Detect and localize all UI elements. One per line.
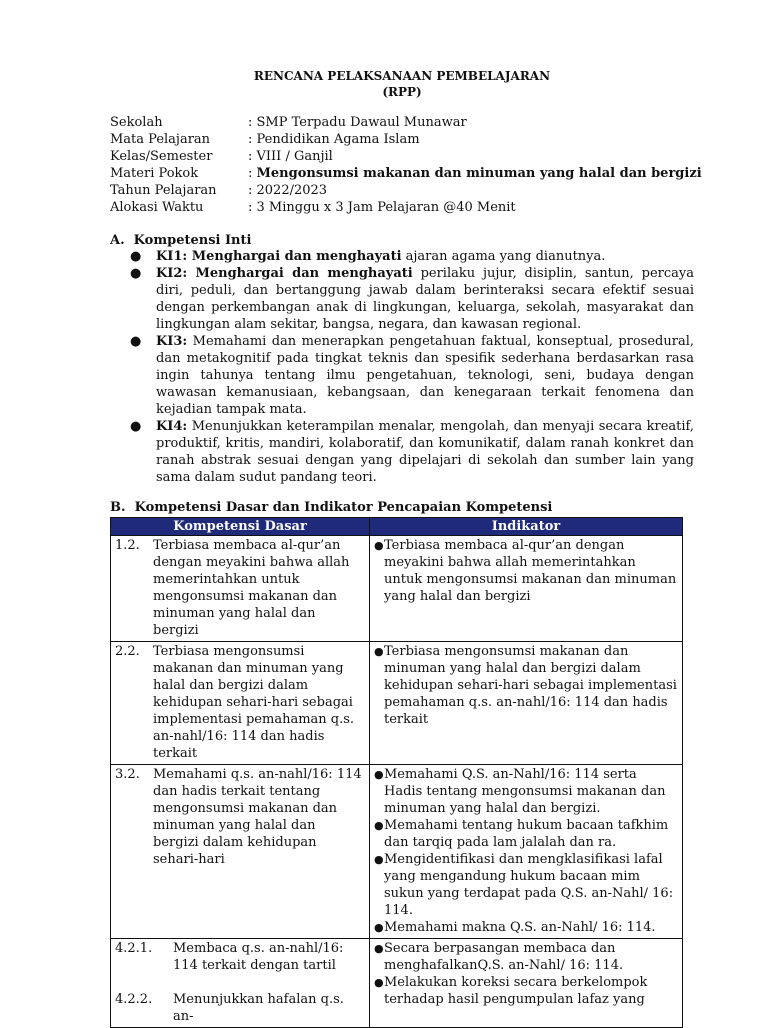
indicator-text: Terbiasa membaca al-qur’an dengan meyakini bahwa allah memerintahkan untuk mengonsumsi makanan dan minuman yang halal dan bergizi	[384, 538, 677, 604]
bullet-icon: ●	[374, 942, 384, 955]
kd-number: 3.2.	[115, 767, 140, 782]
identity-value: : SMP Terpadu Dawaul Munawar	[248, 115, 467, 130]
identity-value: : VIII / Ganjil	[248, 149, 333, 164]
competency-table	[110, 517, 683, 1028]
indicator-cell	[370, 642, 683, 765]
kd-text: Menunjukkan hafalan q.s. an-	[173, 992, 344, 1024]
identity-label: Sekolah	[110, 115, 163, 130]
identity-row	[110, 165, 702, 182]
kd-cell	[111, 642, 370, 765]
identity-label: Alokasi Waktu	[110, 200, 204, 215]
ki-lead: KI3:	[156, 334, 188, 349]
bullet-icon: ●	[374, 976, 384, 989]
list-item	[374, 766, 678, 817]
kd-text: Membaca q.s. an-nahl/16: 114 terkait dengan tartil	[173, 941, 344, 973]
indicator-text: Terbiasa mengonsumsi makanan dan minuman yang halal dan bergizi dalam kehidupan sehari-hari sebagai implementasi pemahaman q.s. an-nahl/16: 114 dan hadis terkait	[384, 644, 677, 727]
identity-value: : Pendidikan Agama Islam	[248, 132, 420, 147]
list-item	[374, 817, 678, 851]
kd-number: 2.2.	[115, 644, 140, 659]
indicator-text: Memahami makna Q.S. an-Nahl/ 16: 114.	[384, 920, 656, 935]
bullet-icon: ●	[374, 853, 384, 866]
list-item	[130, 265, 694, 333]
document-title: RENCANA PELAKSANAAN PEMBELAJARAN	[253, 69, 551, 83]
bullet-icon: ●	[130, 419, 142, 434]
list-item	[374, 974, 678, 1008]
identity-row	[110, 131, 702, 148]
indicator-cell	[370, 536, 683, 642]
ki-text: perilaku jujur, disiplin, santun, percaya diri, peduli, dan bertanggung jawab dalam berinteraksi secara efektif sesuai dengan perkembangan anak di lingkungan, keluarga, sekolah, masyarakat dan lingkungan alam sekitar, bangsa, negara, dan kawasan regional.	[156, 266, 694, 332]
identity-value: : 2022/2023	[248, 183, 328, 198]
identity-label: Mata Pelajaran	[110, 132, 211, 147]
bullet-icon: ●	[374, 921, 384, 934]
ki-lead: KI2: Menghargai dan menghayati	[156, 266, 413, 281]
kd-cell	[111, 536, 370, 642]
list-item	[374, 643, 678, 728]
table-row	[111, 642, 683, 765]
identity-value-topic: Mengonsumsi makanan dan minuman yang halal dan bergizi	[256, 166, 702, 181]
list-item	[374, 851, 678, 919]
indicator-text: Melakukan koreksi secara berkelompok terhadap hasil pengumpulan lafaz yang	[384, 975, 648, 1007]
indicator-text: Mengidentifikasi dan mengklasifikasi lafal yang mengandung hukum bacaan mim sukun yang terdapat pada Q.S. an-Nahl/ 16: 114.	[384, 852, 674, 918]
ki-text: ajaran agama yang dianutnya.	[401, 249, 606, 264]
ki-text: Memahami dan menerapkan pengetahuan faktual, konseptual, prosedural, dan metakognitif pada tingkat teknis dan spesifik sederhana berdasarkan rasa ingin tahunya tentang ilmu pengetahuan, teknologi, seni, budaya dengan wawasan kemanusiaan, kebangsaan, dan kenegaraan terkait fenomena dan kejadian tampak mata.	[156, 334, 694, 417]
kd-text: Terbiasa membaca al-qur’an dengan meyakini bahwa allah memerintahkan untuk mengonsumsi makanan dan minuman yang halal dan bergizi	[153, 538, 350, 638]
identity-block	[110, 114, 702, 216]
kd-cell	[111, 939, 370, 1028]
identity-value-prefix: :	[248, 166, 257, 181]
identity-row	[110, 114, 702, 131]
kd-number: 1.2.	[115, 538, 140, 553]
bullet-icon: ●	[130, 266, 142, 281]
kd-text: Memahami q.s. an-nahl/16: 114 dan hadis terkait tentang mengonsumsi makanan dan minuman yang halal dan bergizi dalam kehidupan sehari-hari	[153, 767, 362, 867]
bullet-icon: ●	[374, 819, 384, 832]
list-item	[374, 940, 678, 974]
table-row	[111, 765, 683, 939]
kd-number: 4.2.2.	[115, 992, 153, 1007]
ki-lead: KI1: Menghargai dan menghayati	[156, 249, 402, 264]
identity-label: Kelas/Semester	[110, 149, 213, 164]
bullet-icon: ●	[374, 539, 384, 552]
section-a-heading: A. Kompetensi Inti	[110, 233, 252, 248]
bullet-icon: ●	[130, 249, 142, 264]
list-item	[130, 418, 694, 486]
table-row	[111, 939, 683, 1028]
list-item	[374, 919, 678, 936]
list-item	[130, 333, 694, 418]
kd-text: Terbiasa mengonsumsi makanan dan minuman yang halal dan bergizi dalam kehidupan sehari-hari sebagai implementasi pemahaman q.s. an-nahl/16: 114 dan hadis terkait	[153, 644, 355, 761]
bullet-icon: ●	[130, 334, 142, 349]
identity-row	[110, 148, 702, 165]
identity-value: : 3 Minggu x 3 Jam Pelajaran @40 Menit	[248, 200, 516, 215]
column-header: Indikator	[370, 518, 683, 536]
document-subtitle: (RPP)	[382, 85, 422, 99]
list-item	[374, 537, 678, 605]
indicator-text: Memahami tentang hukum bacaan tafkhim dan tarqiq pada lam jalalah dan ra.	[384, 818, 669, 850]
table-header-row	[111, 518, 683, 536]
ki-lead: KI4:	[156, 419, 188, 434]
indicator-text: Secara berpasangan membaca dan menghafalkanQ.S. an-Nahl/ 16: 114.	[384, 941, 624, 973]
column-header: Kompetensi Dasar	[111, 518, 370, 536]
bullet-icon: ●	[374, 768, 384, 781]
kd-number: 4.2.1.	[115, 941, 153, 956]
identity-label: Materi Pokok	[110, 166, 199, 181]
identity-row	[110, 199, 702, 216]
indicator-text: Memahami Q.S. an-Nahl/16: 114 serta Hadis tentang mengonsumsi makanan dan minuman yang halal dan bergizi.	[384, 767, 666, 816]
indicator-cell	[370, 939, 683, 1028]
list-item	[130, 248, 694, 265]
identity-label: Tahun Pelajaran	[110, 183, 217, 198]
ki-text: Menunjukkan keterampilan menalar, mengolah, dan menyaji secara kreatif, produktif, kritis, mandiri, kolaboratif, dan komunikatif, dalam ranah konkret dan ranah abstrak sesuai dengan yang dipelajari di sekolah dan sumber lain yang sama dalam sudut pandang teori.	[156, 419, 694, 485]
kd-cell	[111, 765, 370, 939]
indicator-cell	[370, 765, 683, 939]
bullet-icon: ●	[374, 645, 384, 658]
table-row	[111, 536, 683, 642]
identity-row	[110, 182, 702, 199]
section-b-heading: B. Kompetensi Dasar dan Indikator Pencapaian Kompetensi	[110, 500, 553, 515]
ki-list	[130, 248, 694, 486]
